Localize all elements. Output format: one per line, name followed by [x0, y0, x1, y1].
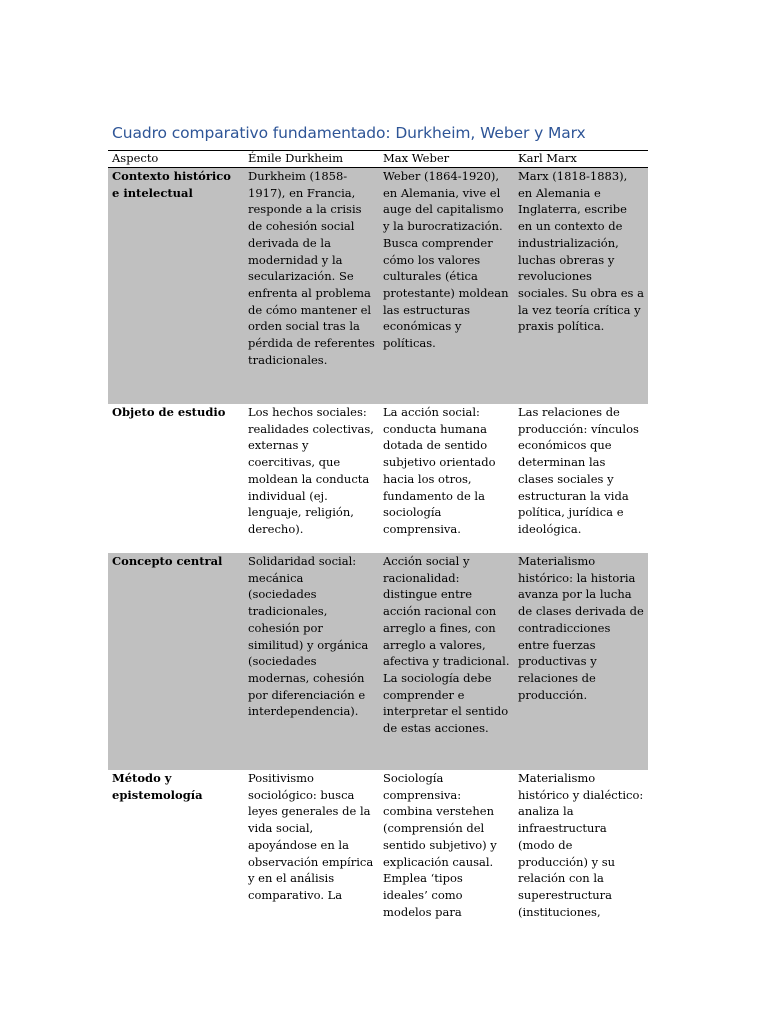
table-header-row: [108, 150, 648, 168]
row-aspect: Objeto de estudio: [112, 405, 226, 419]
weber-cell: Weber (1864-1920), en Alemania, vive el auge del capitalismo y la burocratización. Busca comprender cómo los valores culturales (ética protestante) moldean las estructuras económicas y políticas.: [383, 169, 509, 351]
weber-cell: Sociología comprensiva: combina verstehen (comprensión del sentido subjetivo) y explicación causal. Emplea ‘tipos ideales’ como modelos para: [383, 771, 497, 919]
marx-cell: Marx (1818-1883), en Alemania e Inglaterra, escribe en un contexto de industrialización, luchas obreras y revoluciones sociales. Su obra es a la vez teoría crítica y praxis política.: [518, 169, 644, 334]
header-aspecto: Aspecto: [112, 151, 159, 165]
table-row: [108, 553, 648, 770]
table-row: [108, 404, 648, 553]
durkheim-cell: Solidaridad social: mecánica (sociedades tradicionales, cohesión por similitud) y orgánica (sociedades modernas, cohesión por diferenciación e interdependencia).: [248, 554, 369, 719]
page-title: Cuadro comparativo fundamentado: Durkheim, Weber y Marx: [112, 124, 586, 142]
durkheim-cell: Positivismo sociológico: busca leyes generales de la vida social, apoyándose en la observación empírica y en el análisis comparativo. La: [248, 771, 374, 902]
row-aspect: Concepto central: [112, 554, 223, 568]
durkheim-cell: Durkheim (1858-1917), en Francia, responde a la crisis de cohesión social derivada de la modernidad y la secularización. Se enfrenta al problema de cómo mantener el orden social tras la pérdida de referentes tradicionales.: [248, 169, 375, 367]
marx-cell: Materialismo histórico y dialéctico: analiza la infraestructura (modo de producción) y su relación con la superestructura (instituciones,: [518, 771, 644, 919]
weber-cell: La acción social: conducta humana dotada de sentido subjetivo orientado hacia los otros, fundamento de la sociología comprensiva.: [383, 405, 496, 536]
row-aspect: Contexto histórico e intelectual: [112, 169, 231, 200]
marx-cell: Las relaciones de producción: vínculos económicos que determinan las clases sociales y estructuran la vida política, jurídica e ideológica.: [518, 405, 639, 536]
table-row: [108, 770, 648, 924]
comparison-table: [108, 150, 648, 924]
header-durkheim: Émile Durkheim: [248, 151, 344, 165]
header-marx: Karl Marx: [518, 151, 577, 165]
weber-cell: Acción social y racionalidad: distingue entre acción racional con arreglo a fines, con arreglo a valores, afectiva y tradicional. La sociología debe comprender e interpretar el sentido de estas acciones.: [383, 554, 510, 736]
row-aspect: Método y epistemología: [112, 771, 203, 802]
marx-cell: Materialismo histórico: la historia avanza por la lucha de clases derivada de contradicciones entre fuerzas productivas y relaciones de producción.: [518, 554, 644, 702]
header-weber: Max Weber: [383, 151, 450, 165]
durkheim-cell: Los hechos sociales: realidades colectivas, externas y coercitivas, que moldean la conducta individual (ej. lenguaje, religión, derecho).: [248, 405, 374, 536]
table-row: [108, 168, 648, 404]
